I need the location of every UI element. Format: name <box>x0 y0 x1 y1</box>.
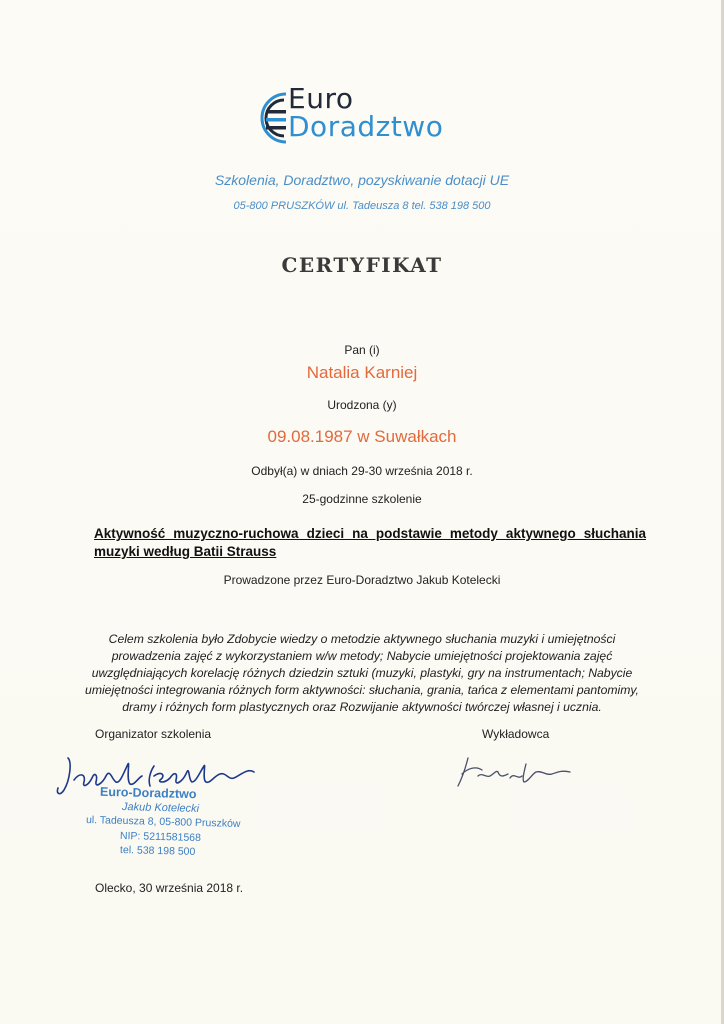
birth-date-place: 09.08.1987 w Suwałkach <box>267 427 457 446</box>
lecturer-label: Wykładowca <box>482 727 550 741</box>
place-and-date: Olecko, 30 września 2018 r. <box>95 881 244 895</box>
logo-text-euro: Euro <box>288 82 354 115</box>
company-tagline: Szkolenia, Doradztwo, pozyskiwanie dotacji UE <box>214 172 510 188</box>
training-purpose: Celem szkolenia było Zdobycie wiedzy o metodzie aktywnego słuchania muzyki i umiejętności prowadzenia zajęć z wykorzystaniem w/w metody; Nabycie umiejętności projektowania zajęć uwzględniających korelację różnych dziedzin sztuki (muzyki, plastyki, gry na instrumentach; Nabycie umiejętności integrowania różnych form aktywności: słuchania, grania, tańca z elementami pantomimy, dramy i różnych form plastycznych oraz Rozwijanie aktywności twórczej własnej i ucznia. <box>85 632 639 714</box>
certificate-title: CERTYFIKAT <box>281 253 443 277</box>
logo-text-doradztwo: Doradztwo <box>288 110 444 143</box>
attendance-dates: Odbył(a) w dniach 29-30 września 2018 r. <box>251 464 473 478</box>
organizer-label: Organizator szkolenia <box>95 727 212 741</box>
stamp-person: Jakub Kotelecki <box>121 800 200 816</box>
stamp-company: Euro-Doradztwo <box>99 784 197 802</box>
lecturer-signature <box>448 752 588 792</box>
stamp-address: ul. Tadeusza 8, 05-800 Pruszków <box>85 813 241 831</box>
logo-globe-icon <box>260 88 288 148</box>
company-address: 05-800 PRUSZKÓW ul. Tadeusza 8 tel. 538 198 500 <box>233 200 491 212</box>
participant-name: Natalia Karniej <box>306 363 418 382</box>
salutation: Pan (i) <box>344 343 380 357</box>
stamp-phone: tel. 538 198 500 <box>119 844 196 858</box>
training-hours: 25-godzinne szkolenie <box>302 492 422 506</box>
conducted-by: Prowadzone przez Euro-Doradztwo Jakub Kotelecki <box>223 573 501 587</box>
stamp-nip: NIP: 5211581568 <box>119 829 202 845</box>
born-label: Urodzona (y) <box>327 398 397 412</box>
course-title: Aktywność muzyczno-ruchowa dzieci na podstawie metody aktywnego słuchania muzyki według Batii Strauss <box>94 526 646 559</box>
euro-doradztwo-logo <box>260 84 490 150</box>
